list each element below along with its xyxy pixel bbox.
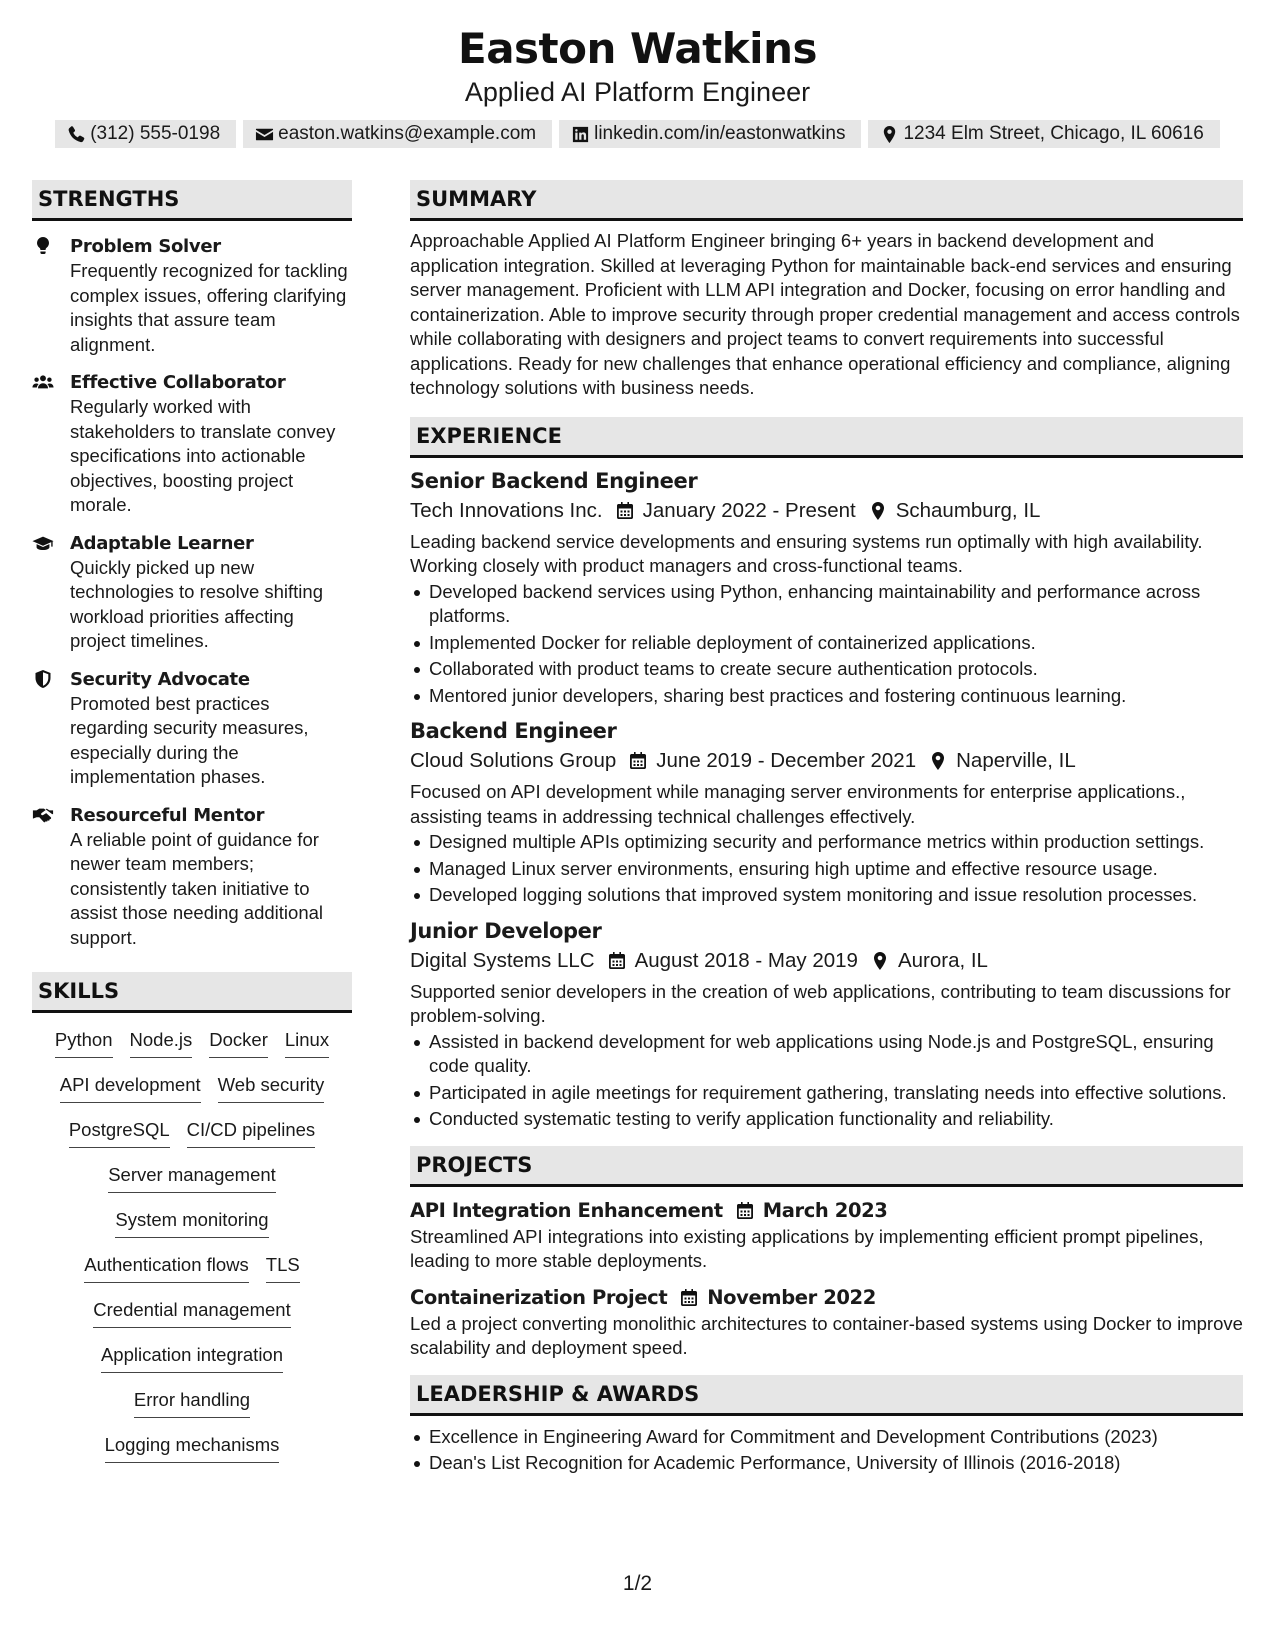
- project-desc: Led a project converting monolithic architectures to container-based systems using Docker to improve scalability and deployment speed.: [410, 1312, 1243, 1358]
- summary-heading: SUMMARY: [410, 180, 1243, 221]
- skill-tag: Docker: [209, 1026, 268, 1058]
- job-location: Aurora, IL: [897, 948, 988, 972]
- shield-icon: [32, 669, 54, 689]
- skill-tag: Logging mechanisms: [105, 1431, 280, 1463]
- job-company: Digital Systems LLC: [410, 948, 595, 972]
- strengths-heading: STRENGTHS: [32, 180, 352, 221]
- job-dates: January 2022 - Present: [642, 498, 856, 522]
- strength-item: [32, 667, 352, 790]
- strength-desc: Quickly picked up new technologies to resolve shifting workload priorities affecting project timelines.: [70, 556, 323, 651]
- strength-item: [32, 234, 352, 357]
- project-entry: [410, 1197, 1243, 1274]
- lightbulb-icon: [32, 236, 54, 256]
- candidate-role: Applied AI Platform Engineer: [464, 77, 811, 107]
- skill-tag: Web security: [218, 1071, 325, 1103]
- leadership-heading: LEADERSHIP & AWARDS: [410, 1375, 1243, 1416]
- calendar-icon: [735, 1201, 755, 1221]
- skill-tag: Error handling: [134, 1386, 250, 1418]
- skill-tag: Python: [55, 1026, 113, 1058]
- bullet-item: Designed multiple APIs optimizing security and performance metrics within production settings.: [410, 830, 1243, 855]
- linkedin-icon: [571, 125, 590, 144]
- skill-tag: Linux: [285, 1026, 329, 1058]
- award-item: Dean's List Recognition for Academic Performance, University of Illinois (2016-2018): [410, 1451, 1243, 1476]
- contact-phone[interactable]: [55, 120, 236, 148]
- award-item: Excellence in Engineering Award for Commitment and Development Contributions (2023): [410, 1425, 1243, 1450]
- calendar-icon: [679, 1288, 699, 1308]
- strength-title: Adaptable Learner: [70, 532, 254, 554]
- strength-title: Security Advocate: [70, 668, 250, 690]
- skill-tag: TLS: [266, 1251, 300, 1283]
- skill-tag: Server management: [108, 1161, 276, 1193]
- strength-desc: Frequently recognized for tackling complex issues, offering clarifying insights that assure team alignment.: [70, 260, 348, 355]
- job-title: Backend Engineer: [410, 719, 617, 743]
- strength-desc: Regularly worked with stakeholders to translate convey specifications into actionable objectives, boosting project morale.: [70, 396, 336, 515]
- map-pin-icon: [868, 501, 888, 521]
- job-bullets: [410, 580, 1243, 709]
- job-title: Junior Developer: [410, 918, 602, 943]
- skill-tag: Node.js: [130, 1026, 193, 1058]
- job-dates: June 2019 - December 2021: [656, 749, 917, 772]
- skill-tag: System monitoring: [115, 1206, 268, 1238]
- bullet-item: Mentored junior developers, sharing best practices and fostering continuous learning.: [410, 684, 1243, 709]
- job-entry: [410, 916, 1243, 1132]
- strength-desc: Promoted best practices regarding security measures, especially during the implementation phases.: [70, 692, 309, 787]
- skill-tag: Credential management: [93, 1296, 290, 1328]
- phone-icon: [67, 125, 86, 144]
- strength-desc: A reliable point of guidance for newer team members; consistently taken initiative to assist those needing additional support.: [70, 828, 324, 948]
- bullet-item: Conducted systematic testing to verify application functionality and reliability.: [410, 1107, 1243, 1132]
- project-date: March 2023: [762, 1198, 888, 1222]
- job-desc: Leading backend service developments and ensuring systems run optimally with high availability. Working closely with product managers and cross-functional teams.: [410, 530, 1203, 576]
- experience-heading: EXPERIENCE: [410, 417, 1243, 458]
- projects-heading: PROJECTS: [410, 1146, 1243, 1187]
- strength-title: Problem Solver: [70, 236, 221, 257]
- project-title: API Integration Enhancement: [410, 1198, 723, 1222]
- project-title: Containerization Project: [410, 1285, 668, 1309]
- leadership-list: [410, 1425, 1243, 1476]
- job-meta: [410, 946, 1243, 976]
- contact-address-text: 1234 Elm Street, Chicago, IL 60616: [903, 123, 1204, 144]
- calendar-icon: [615, 501, 635, 521]
- bullet-item: Implemented Docker for reliable deployment of containerized applications.: [410, 631, 1243, 656]
- job-entry: [410, 716, 1243, 908]
- strength-title: Resourceful Mentor: [70, 804, 265, 826]
- bullet-item: Developed backend services using Python, enhancing maintainability and performance across platforms.: [410, 580, 1243, 629]
- contact-phone-text: (312) 555-0198: [90, 123, 221, 144]
- project-desc: Streamlined API integrations into existing applications by implementing efficient prompt pipelines, leading to more stable deployments.: [410, 1225, 1204, 1271]
- strength-item: [32, 370, 352, 518]
- map-pin-icon: [928, 751, 948, 771]
- calendar-icon: [628, 751, 648, 771]
- bullet-item: Managed Linux server environments, ensuring high uptime and effective resource usage.: [410, 857, 1243, 882]
- contact-linkedin[interactable]: [559, 120, 861, 148]
- left-column: [32, 180, 352, 1476]
- job-dates: August 2018 - May 2019: [634, 948, 858, 972]
- handshake-icon: [32, 805, 54, 825]
- job-meta: [410, 496, 1243, 526]
- users-icon: [32, 372, 54, 392]
- map-pin-icon: [880, 125, 899, 144]
- bullet-item: Assisted in backend development for web applications using Node.js and PostgreSQL, ensuring code quality.: [410, 1030, 1243, 1079]
- job-meta: [410, 746, 1243, 776]
- skills-list: [32, 1026, 352, 1476]
- project-entry: [410, 1284, 1243, 1361]
- job-desc: Focused on API development while managing server environments for enterprise applications., assisting teams in addressing technical challenges effectively.: [410, 781, 1186, 827]
- strength-item: [32, 803, 352, 951]
- map-pin-icon: [870, 951, 890, 971]
- resume-header: [0, 0, 1275, 148]
- project-date: November 2022: [707, 1285, 876, 1309]
- bullet-item: Participated in agile meetings for requirement gathering, translating needs into effective solutions.: [410, 1081, 1243, 1106]
- skill-tag: Application integration: [101, 1341, 283, 1373]
- right-column: [410, 180, 1243, 1478]
- bullet-item: Collaborated with product teams to create secure authentication protocols.: [410, 657, 1243, 682]
- job-location: Schaumburg, IL: [895, 498, 1041, 522]
- envelope-icon: [255, 125, 274, 144]
- skill-tag: PostgreSQL: [69, 1116, 170, 1148]
- contact-email[interactable]: [243, 120, 552, 148]
- summary-text: Approachable Applied AI Platform Engineer bringing 6+ years in backend development and application integration. Skilled at leveraging Python for maintainable back-end services and ensuring server management. Proficient with LLM API integration and Docker, focusing on error handling and containerization. Able to improve security through proper credential management and access controls while collaborating with designers and project teams to convert requirements into successful applications. Ready for new challenges that enhance operational efficiency and compliance, aligning technology solutions with business needs.: [410, 230, 1240, 398]
- contact-linkedin-text: linkedin.com/in/eastonwatkins: [594, 123, 846, 144]
- job-company: Tech Innovations Inc.: [410, 498, 603, 522]
- skill-tag: API development: [60, 1071, 201, 1103]
- skill-tag: Authentication flows: [84, 1251, 249, 1283]
- bullet-item: Developed logging solutions that improved system monitoring and issue resolution processes.: [410, 883, 1243, 908]
- contact-bar: [0, 120, 1275, 148]
- contact-email-text: easton.watkins@example.com: [278, 123, 537, 144]
- job-title: Senior Backend Engineer: [410, 468, 698, 493]
- job-location: Naperville, IL: [956, 749, 1076, 772]
- contact-address: [868, 120, 1219, 148]
- calendar-icon: [607, 951, 627, 971]
- skill-tag: CI/CD pipelines: [187, 1116, 316, 1148]
- page-number: 1/2: [622, 1572, 653, 1595]
- skills-heading: SKILLS: [32, 972, 352, 1013]
- strength-item: [32, 531, 352, 654]
- job-company: Cloud Solutions Group: [410, 749, 617, 772]
- job-bullets: [410, 830, 1243, 908]
- job-entry: [410, 466, 1243, 709]
- candidate-name: Easton Watkins: [458, 24, 817, 73]
- graduation-cap-icon: [32, 533, 54, 553]
- job-desc: Supported senior developers in the creation of web applications, contributing to team discussions for problem-solving.: [410, 980, 1231, 1026]
- job-bullets: [410, 1030, 1243, 1132]
- strength-title: Effective Collaborator: [70, 372, 286, 393]
